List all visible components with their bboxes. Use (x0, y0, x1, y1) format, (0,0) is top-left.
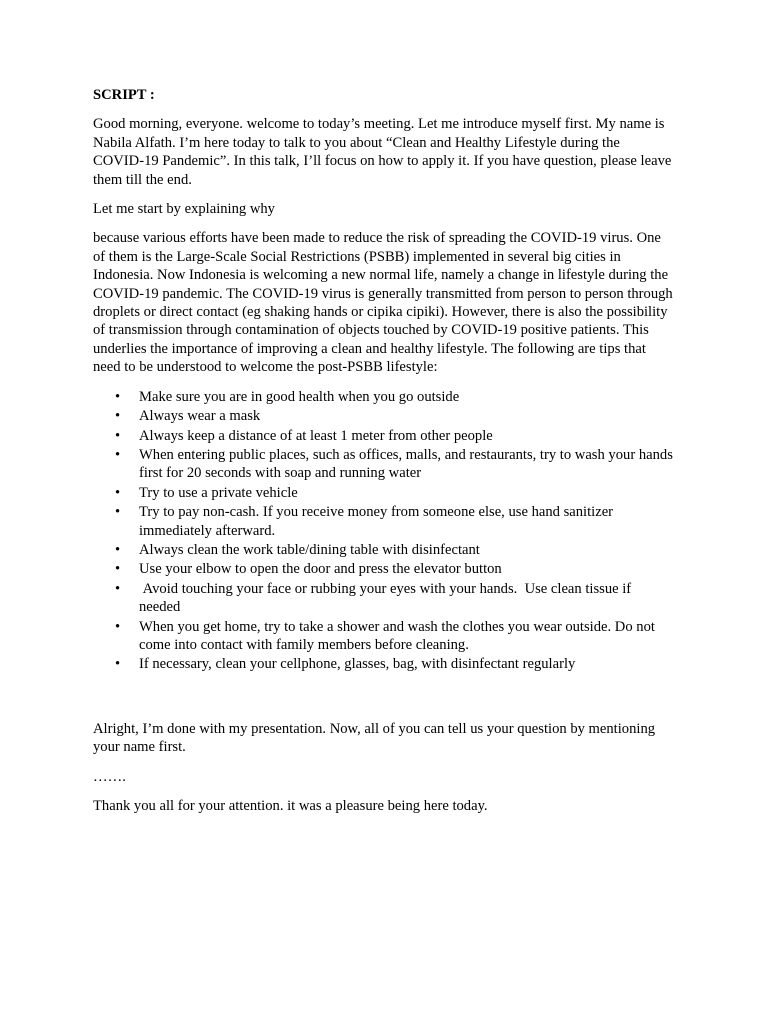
bullet-icon: • (115, 427, 121, 444)
tip-text: When you get home, try to take a shower and wash the clothes you wear outside. Do not come into contact with family members before cleaning. (139, 618, 655, 653)
thanks-paragraph: Thank you all for your attention. it was a pleasure being here today. (93, 798, 488, 814)
list-item (93, 580, 673, 617)
list-item (93, 503, 673, 540)
list-item (93, 427, 673, 445)
bullet-icon: • (115, 656, 121, 673)
list-item (93, 541, 673, 559)
bullet-icon: • (115, 580, 121, 597)
ellipsis-line: ……. (93, 768, 126, 785)
tip-text: Avoid touching your face or rubbing your eyes with your hands. Use clean tissue if needed (139, 580, 635, 616)
tip-text: If necessary, clean your cellphone, glasses, bag, with disinfectant regularly (139, 656, 576, 673)
bullet-icon: • (115, 484, 121, 501)
tip-text: Always keep a distance of at least 1 meter from other people (139, 427, 493, 444)
list-item (93, 484, 673, 502)
tip-text: Always clean the work table/dining table with disinfectant (139, 541, 480, 558)
intro-paragraph: Good morning, everyone. welcome to today’s meeting. Let me introduce myself first. My name is Nabila Alfath. I’m here today to talk to you about “Clean and Healthy Lifestyle during the COVID-19 Pandemic”. In this talk, I’ll focus on how to apply it. If you have question, please leave them till the end. (93, 116, 672, 188)
tip-text: Try to use a private vehicle (139, 484, 298, 501)
tip-text: When entering public places, such as offices, malls, and restaurants, try to wash your hands first for 20 seconds with soap and running water (139, 446, 673, 482)
bullet-icon: • (115, 504, 121, 521)
body-paragraph: because various efforts have been made to reduce the risk of spreading the COVID-19 virus. One of them is the Large-Scale Social Restrictions (PSBB) implemented in several big cities in Indonesia. Now Indonesia is welcoming a new normal life, namely a change in lifestyle during the COVID-19 pandemic. The COVID-19 virus is generally transmitted from person to person through droplets or direct contact (eg shaking hands or cipika cipiki). However, there is also the possibility of transmission through contamination of objects touched by COVID-19 positive patients. This underlies the importance of improving a clean and healthy lifestyle. The following are tips that need to be understood to welcome the post-PSBB lifestyle: (93, 230, 673, 376)
bullet-icon: • (115, 446, 121, 463)
bullet-icon: • (115, 388, 121, 405)
bullet-icon: • (115, 561, 121, 578)
tip-text: Always wear a mask (139, 408, 261, 425)
document-page (93, 86, 673, 826)
closing-paragraph: Alright, I’m done with my presentation. Now, all of you can tell us your question by mentioning your name first. (93, 720, 656, 756)
tip-text: Use your elbow to open the door and press the elevator button (139, 561, 502, 578)
list-item (93, 618, 673, 655)
tip-text: Try to pay non-cash. If you receive money from someone else, use hand sanitizer immediately afterward. (139, 504, 614, 539)
tip-text: Make sure you are in good health when you go outside (139, 388, 460, 405)
list-item (93, 407, 673, 425)
tips-list (93, 388, 673, 674)
bullet-icon: • (115, 618, 121, 635)
list-item (93, 388, 673, 406)
list-item (93, 560, 673, 578)
bullet-icon: • (115, 408, 121, 425)
script-heading: SCRIPT : (93, 87, 155, 103)
start-paragraph: Let me start by explaining why (93, 201, 275, 218)
bullet-icon: • (115, 541, 121, 558)
list-item (93, 655, 673, 673)
list-item (93, 446, 673, 483)
